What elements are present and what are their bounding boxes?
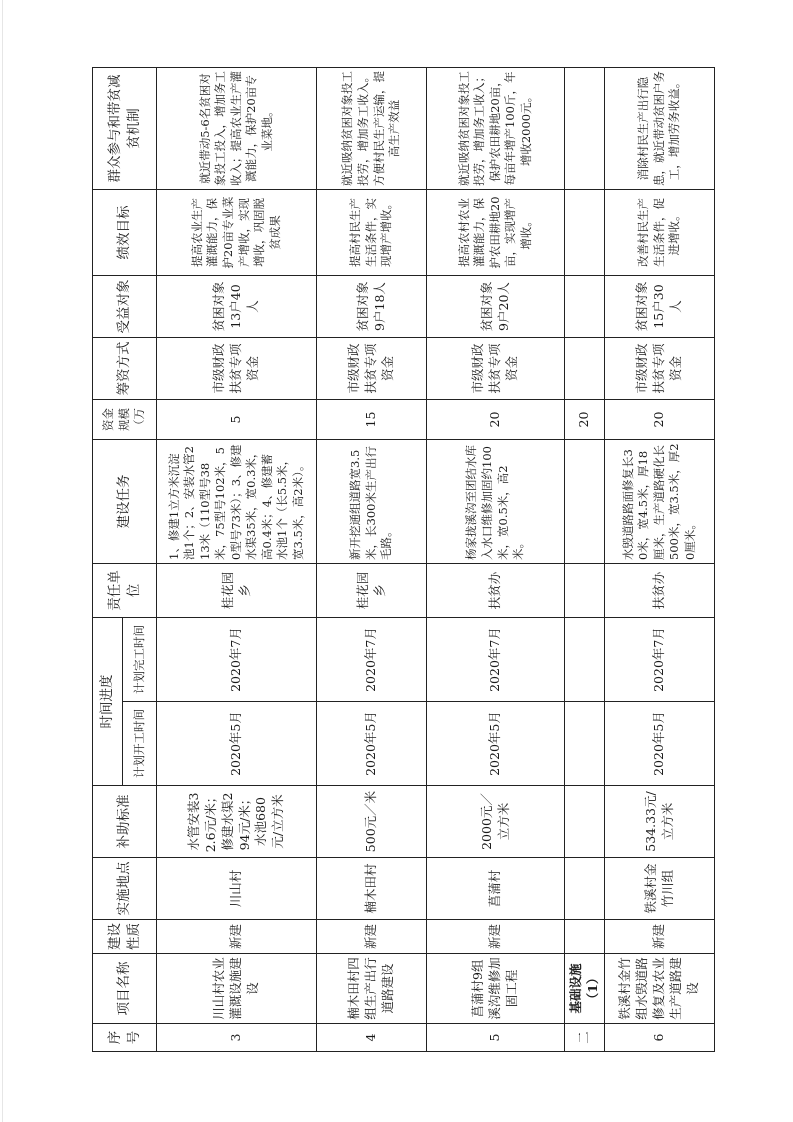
cell-mechanism: 消除村民生产出行隐患，就近带动贫困户务工，增加劳务收益。 xyxy=(605,68,715,190)
cell-location: 川山村 xyxy=(157,858,317,920)
cell-unit: 扶贫办 xyxy=(427,564,565,618)
cell-seq: 6 xyxy=(605,1024,715,1052)
table-row xyxy=(427,68,565,1052)
cell-mechanism: 就近带动5-6名贫困对象投工投入，增加务工收入；提高农业生产灌溉能力，保护20亩专业菜地。 xyxy=(157,68,317,190)
cell-location: 楠木田村 xyxy=(317,858,427,920)
header-end: 计划完工时间 xyxy=(123,618,157,702)
cell-task: 杨家拢溪沟至团结水库入水口维修加固约100米，宽0.5米，高2米。 xyxy=(427,440,565,564)
cell-end: 2020年7月 xyxy=(427,618,565,702)
cell-nature: 新建 xyxy=(157,920,317,954)
cell-start: 2020年5月 xyxy=(605,702,715,786)
table-row xyxy=(157,68,317,1052)
cell-goal: 提高农村农业灌溉能力，保护农田耕地20亩，实现增产增收。 xyxy=(427,190,565,276)
cell-end: 2020年7月 xyxy=(157,618,317,702)
cell-task: 新开挖通组道路宽3.5米，长300米生产出行毛路。 xyxy=(317,440,427,564)
cell-unit: 扶贫办 xyxy=(605,564,715,618)
cell-scale: 15 xyxy=(317,400,427,440)
cell-fund: 市级财政扶贫专项资金 xyxy=(427,338,565,400)
cell-subsidy: 2000元／立方米 xyxy=(427,786,565,858)
cell-start: 2020年5月 xyxy=(427,702,565,786)
cell-unit: 桂花园乡 xyxy=(317,564,427,618)
cell-subsidy: 534.33元/立方米 xyxy=(605,786,715,858)
cell-goal: 改善村民生产生活条件，促进增收。 xyxy=(605,190,715,276)
header-nature: 建设性质 xyxy=(93,920,157,954)
cell-subsidy: 水管安装32.6元/米；修建水渠294元/米；水池680元/立方米 xyxy=(157,786,317,858)
cell-task: 水毁道路路面修复长30米，宽4.5米，厚18厘米，生产道路硬化长500米，宽3.5米，厚20厘米。 xyxy=(605,440,715,564)
cell-seq: 二 xyxy=(565,1024,605,1052)
header-fund: 筹资方式 xyxy=(93,338,157,400)
cell-name: 菖蒲村9组溪沟维修加固工程 xyxy=(427,954,565,1024)
cell-fund: 市级财政扶贫专项资金 xyxy=(317,338,427,400)
cell-unit: 桂花园乡 xyxy=(157,564,317,618)
cell-location: 铁溪村金竹川组 xyxy=(605,858,715,920)
cell-scale: 20 xyxy=(605,400,715,440)
cell-scale: 20 xyxy=(565,400,605,440)
cell-end: 2020年7月 xyxy=(605,618,715,702)
cell-subsidy: 500元／米 xyxy=(317,786,427,858)
header-goal: 绩效目标 xyxy=(93,190,157,276)
cell-end: 2020年7月 xyxy=(317,618,427,702)
cell-start: 2020年5月 xyxy=(317,702,427,786)
cell-target: 贫困对象9户20人 xyxy=(427,276,565,338)
cell-name: 楠木田村四组生产出行道路建设 xyxy=(317,954,427,1024)
cell-target: 贫困对象15户30人 xyxy=(605,276,715,338)
cell-fund: 市级财政扶贫专项资金 xyxy=(157,338,317,400)
table-row xyxy=(605,68,715,1052)
header-target: 受益对象 xyxy=(93,276,157,338)
header-subsidy: 补助标准 xyxy=(93,786,157,858)
cell-nature: 新建 xyxy=(605,920,715,954)
header-scale: 资金规模（万 xyxy=(93,400,157,440)
cell-goal: 提高村民生产生活条件，实现增产增收。 xyxy=(317,190,427,276)
header-unit: 责任单位 xyxy=(93,564,157,618)
header-start: 计划开工时间 xyxy=(123,702,157,786)
cell-mechanism: 就近吸纳贫困对象投工投劳，增加务工收入。方便村民生产运输，提高生产效益 xyxy=(317,68,427,190)
cell-scale: 20 xyxy=(427,400,565,440)
cell-scale: 5 xyxy=(157,400,317,440)
project-table-rotated xyxy=(92,68,714,1052)
cell-name: 基础设施（1） xyxy=(565,954,605,1024)
cell-fund: 市级财政扶贫专项资金 xyxy=(605,338,715,400)
header-location: 实施地点 xyxy=(93,858,157,920)
table-row-section xyxy=(565,68,605,1052)
cell-seq: 3 xyxy=(157,1024,317,1052)
cell-start: 2020年5月 xyxy=(157,702,317,786)
table-row xyxy=(317,68,427,1052)
cell-name: 川山村农业灌溉设施建设 xyxy=(157,954,317,1024)
project-table xyxy=(92,67,715,1052)
cell-mechanism: 就近吸纳贫困对象投工投劳，增加务工收入；保护农田耕地20亩，每亩年增产100斤，年增收2000元。 xyxy=(427,68,565,190)
cell-name: 铁溪村金竹组水毁道路修复及农业生产道路建设 xyxy=(605,954,715,1024)
header-mechanism: 群众参与和带贫减贫机制 xyxy=(93,68,157,190)
header-seq: 序号 xyxy=(93,1024,157,1052)
cell-nature: 新建 xyxy=(317,920,427,954)
cell-nature: 新建 xyxy=(427,920,565,954)
header-task: 建设任务 xyxy=(93,440,157,564)
cell-location: 菖蒲村 xyxy=(427,858,565,920)
cell-goal: 提高农业生产灌溉能力，保护20亩专业菜产增收，实现增收，巩固脱贫成果 xyxy=(157,190,317,276)
cell-task: 1、修建1立方米沉淀池1个；2、安装水管213米（110型号38米，75型号102米，50型号73米）；3、修建水渠35米，宽0.3米，高0.4米；4、修建蓄水池1个（长5.5米，宽3.5米，高2米）。 xyxy=(157,440,317,564)
header-name: 项目名称 xyxy=(93,954,157,1024)
cell-seq: 4 xyxy=(317,1024,427,1052)
cell-target: 贫困对象9户18人 xyxy=(317,276,427,338)
header-schedule: 时间进度 xyxy=(93,618,123,786)
cell-target: 贫困对象13户40人 xyxy=(157,276,317,338)
cell-seq: 5 xyxy=(427,1024,565,1052)
